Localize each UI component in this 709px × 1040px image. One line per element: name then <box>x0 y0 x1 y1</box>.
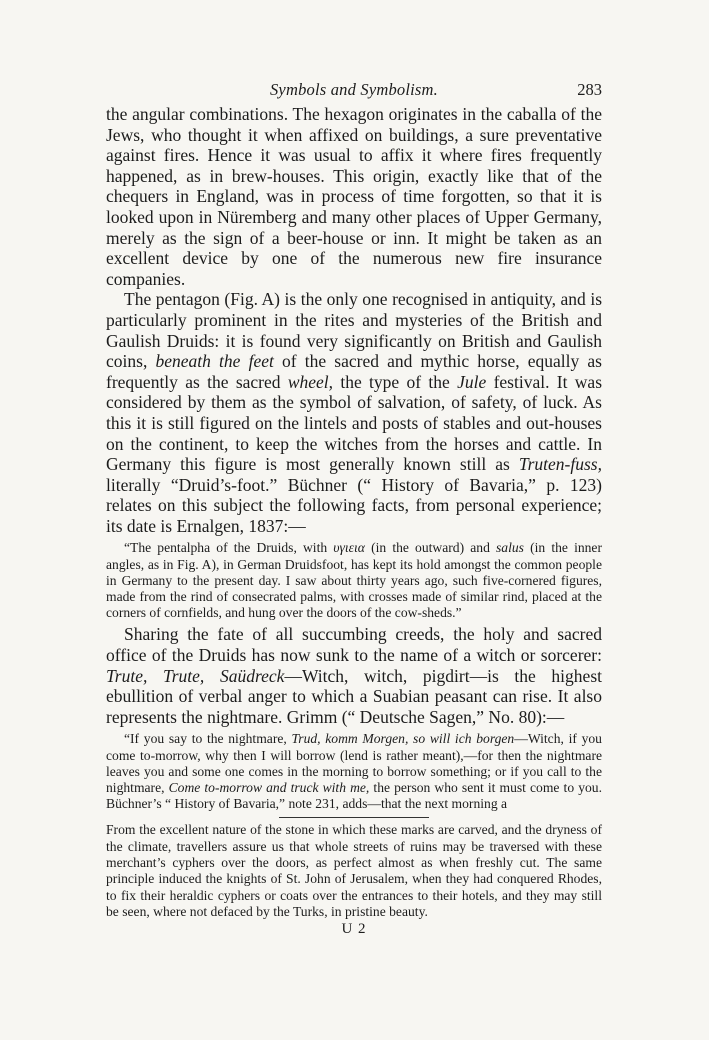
running-title: Symbols and Symbolism. <box>269 80 438 99</box>
italic-run: Trute, Trute, Saüdreck <box>106 665 285 686</box>
italic-run: beneath the feet <box>155 351 274 372</box>
paragraph-hexagon: the angular combinations. The hexagon originates in the caballa of the Jews, who thought it when affixed on buildings, a sure preventative against fires. Hence it was usual to affix it where fires frequently happened, as in brew-houses. This origin, exactly like that of the chequers in England, was in process of time forgotten, so that it is looked upon in Nüremberg and many other places of Upper Germany, merely as the sign of a beer-house or inn. It might be taken as an excellent device by one of the numerous new fire insurance companies. <box>106 104 602 289</box>
text-run: the person who sent it must come to you. Büchner’s “ History of Bavaria,” note 231, adds—that the next morning a <box>106 780 602 812</box>
paragraph-pentagon <box>106 289 602 536</box>
text-run: —Witch, witch, pigdirt—is the highest ebullition of verbal anger to which a Suabian peasant can rise. It also represents the nightmare. Grimm (“ Deutsche Sagen,” No. 80):— <box>106 665 602 727</box>
quote-paragraph <box>106 540 602 621</box>
italic-run: wheel, <box>287 371 334 392</box>
page-header <box>106 80 602 104</box>
italic-run: Jule <box>457 371 487 392</box>
text-run: Sharing the fate of all succumbing creeds, the holy and sacred office of the Druids has now sunk to the name of a witch or sorcerer: <box>106 624 602 666</box>
italic-run: Come to-morrow and truck with me, <box>168 780 370 796</box>
paragraph-druids <box>106 624 602 727</box>
text-run: (in the inner angles, as in Fig. A), in German Druidsfoot, has kept its hold amongst the common people in Germany to the present day. I saw about thirty years ago, such five-cornered figures, made from the rind of consecrated palms, with crosses made of similar rind, placed at the corners of cornfields, and hung over the doors of the cow-sheds.” <box>106 540 602 621</box>
italic-run: υγιεια <box>333 540 365 556</box>
footnote <box>106 822 602 920</box>
text-run: “If you say to the nightmare, <box>124 731 292 747</box>
italic-run: Truten-fuss, <box>518 454 602 475</box>
block-quote-nightmare <box>106 731 602 812</box>
footnote-divider <box>279 817 429 818</box>
text-run: “The pentalpha of the Druids, with <box>124 540 334 556</box>
quote-paragraph <box>106 731 602 812</box>
footnote-text: From the excellent nature of the stone in which these marks are carved, and the dryness of the climate, travellers assure us that whole streets of ruins may be traversed with these merchant’s cyphers over the doors, as perfect almost as when freshly cut. The same principle induced the knights of St. John of Jerusalem, when they had conquered Rhodes, to fix their heraldic cyphers or coats over the entrances to their hotels, and they may still be seen, where not defaced by the Turks, in pristine beauty. <box>106 822 602 919</box>
italic-run: Trud, komm Morgen, so will ich borgen <box>291 731 515 747</box>
text-run: literally “Druid’s-foot.” Büchner (“ History of Bavaria,” p. 123) relates on this subject the following facts, from personal experience; its date is Ernalgen, 1837:— <box>106 474 602 536</box>
text-run: —Witch, if you come to-morrow, why then I will borrow (lend is rather meant),—for then the nightmare leaves you and some one comes in the morning to borrow something; or if you call to the nightmare, <box>106 731 602 796</box>
page-number: 283 <box>577 80 602 99</box>
page <box>106 80 602 938</box>
block-quote-pentalpha <box>106 540 602 621</box>
text-run: (in the outward) and <box>364 540 497 556</box>
italic-run: salus <box>496 540 524 556</box>
signature-mark: U 2 <box>341 921 367 938</box>
text-run: festival. It was considered by them as the symbol of salvation, of safety, of luck. As this it is still figured on the lintels and posts of stables and out-houses on the continent, to keep the witches from the horses and cattle. In Germany this figure is most generally known still as <box>106 371 603 475</box>
body-text <box>106 104 602 812</box>
text-run: the type of the <box>333 371 458 392</box>
text-run: The pentagon (Fig. A) is the only one recognised in antiquity, and is particularly prominent in the rites and mysteries of the British and Gaulish Druids: it is found very significantly on British and Gaulish coins, <box>106 289 602 372</box>
text-run: of the sacred and mythic horse, equally as frequently as the sacred <box>106 351 602 392</box>
